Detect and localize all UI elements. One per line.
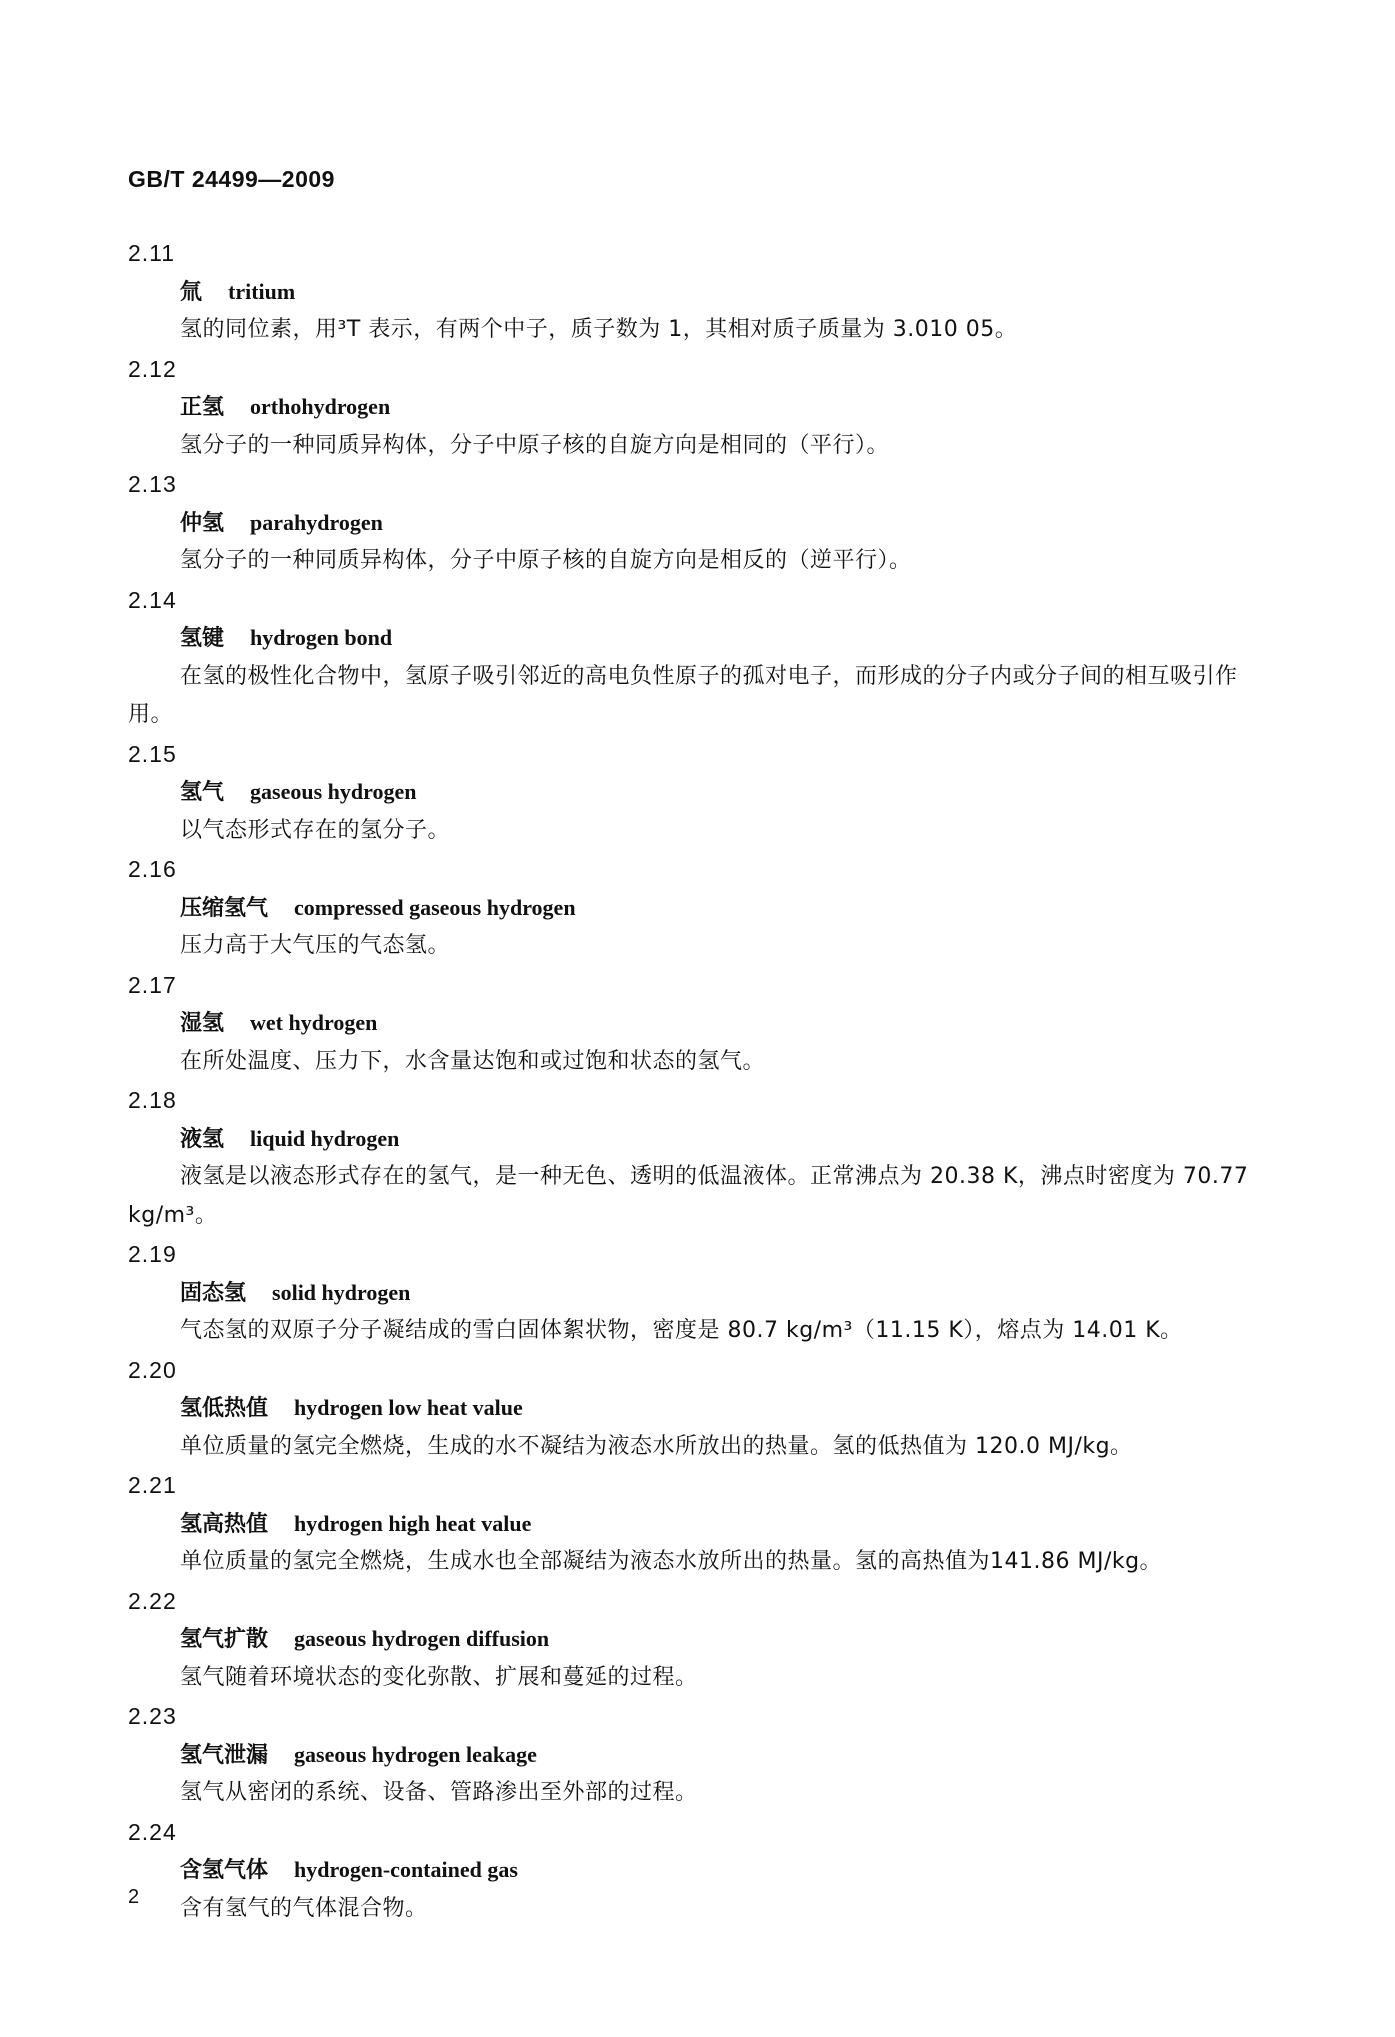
term-number: 2.23 (128, 1703, 177, 1729)
term-zh: 固态氢 (180, 1280, 247, 1306)
term-en: gaseous hydrogen leakage (294, 1741, 537, 1767)
term-entry (128, 350, 1268, 466)
term-zh: 正氢 (180, 395, 225, 420)
term-entry (128, 465, 1268, 581)
term-number: 2.24 (128, 1818, 177, 1845)
term-number: 2.22 (128, 1587, 177, 1614)
term-definition: 氢气随着环境状态的变化弥散、扩展和蔓延的过程。 (180, 1664, 698, 1690)
term-entry (128, 1582, 1268, 1698)
term-entry (128, 735, 1268, 851)
term-number: 2.13 (128, 471, 177, 497)
term-definition: 单位质量的氢完全燃烧，生成水也全部凝结为液态水放所出的热量。氢的高热值为141.86 MJ/kg。 (180, 1549, 1163, 1574)
term-title (128, 773, 1268, 812)
term-definition: 含有氢气的气体混合物。 (180, 1895, 428, 1921)
term-definition: 气态氢的双原子分子凝结成的雪白固体絮状物，密度是 80.7 kg/m³（11.15 K），熔点为 14.01 K。 (180, 1318, 1183, 1343)
term-entry (128, 234, 1268, 350)
term-number: 2.17 (128, 971, 177, 998)
term-title (128, 1736, 1268, 1775)
term-zh: 液氢 (180, 1126, 225, 1152)
term-number: 2.15 (128, 740, 177, 767)
term-title (128, 619, 1268, 658)
term-en: hydrogen bond (250, 625, 393, 650)
term-en: gaseous hydrogen diffusion (294, 1626, 550, 1651)
term-en: wet hydrogen (250, 1010, 378, 1035)
term-entry (128, 850, 1268, 966)
term-definition: 在氢的极性化合物中，氢原子吸引邻近的高电负性原子的孤对电子，而形成的分子内或分子间的相互吸引作用。 (128, 663, 1238, 727)
term-zh: 氢气 (180, 780, 225, 805)
term-definition: 液氢是以液态形式存在的氢气，是一种无色、透明的低温液体。正常沸点为 20.38 K，沸点时密度为 70.77 kg/m³。 (128, 1164, 1249, 1228)
term-title (128, 273, 1268, 312)
term-definition: 氢分子的一种同质异构体，分子中原子核的自旋方向是相同的（平行）。 (180, 432, 890, 458)
term-number: 2.19 (128, 1241, 177, 1267)
term-en: parahydrogen (250, 509, 383, 535)
term-zh: 仲氢 (180, 510, 225, 536)
term-zh: 氢气泄漏 (180, 1742, 269, 1768)
term-title (128, 889, 1268, 928)
term-entry (128, 1351, 1268, 1467)
term-definition: 氢分子的一种同质异构体，分子中原子核的自旋方向是相反的（逆平行）。 (180, 548, 912, 573)
term-number: 2.16 (128, 856, 177, 882)
term-definition: 在所处温度、压力下，水含量达饱和或过饱和状态的氢气。 (180, 1048, 766, 1074)
term-title (128, 504, 1268, 543)
term-entry (128, 581, 1268, 735)
term-zh: 氢气扩散 (180, 1627, 269, 1652)
term-title (128, 1004, 1268, 1043)
term-zh: 氢键 (180, 626, 225, 651)
standard-code: GB/T 24499—2009 (128, 166, 335, 192)
term-definition: 氢的同位素，用³T 表示，有两个中子，质子数为 1，其相对质子质量为 3.010 05。 (180, 317, 1018, 342)
term-number: 2.14 (128, 586, 177, 613)
term-entry (128, 1081, 1268, 1235)
term-zh: 氢高热值 (180, 1511, 269, 1537)
term-entry (128, 1697, 1268, 1813)
term-number: 2.21 (128, 1472, 177, 1498)
term-en: solid hydrogen (272, 1279, 411, 1305)
term-title (128, 1120, 1268, 1159)
page-number: 2 (128, 1886, 140, 1908)
term-definition: 以气态形式存在的氢分子。 (180, 817, 451, 843)
term-title (128, 1851, 1268, 1890)
term-zh: 湿氢 (180, 1011, 225, 1036)
term-en: orthohydrogen (250, 394, 391, 419)
term-definition: 氢气从密闭的系统、设备、管路渗出至外部的过程。 (180, 1780, 698, 1805)
term-en: liquid hydrogen (250, 1125, 400, 1151)
term-definition: 压力高于大气压的气态氢。 (180, 933, 451, 958)
term-en: hydrogen low heat value (294, 1395, 523, 1420)
term-title (128, 1274, 1268, 1313)
term-en: hydrogen high heat value (294, 1510, 532, 1536)
term-entry (128, 1466, 1268, 1582)
term-zh: 压缩氢气 (180, 895, 269, 921)
term-title (128, 1389, 1268, 1428)
term-title (128, 1505, 1268, 1544)
term-en: hydrogen-contained gas (294, 1857, 518, 1882)
term-entry (128, 1235, 1268, 1351)
term-list (128, 234, 1268, 1928)
term-en: tritium (228, 278, 296, 304)
term-definition: 单位质量的氢完全燃烧，生成的水不凝结为液态水所放出的热量。氢的低热值为 120.0 MJ/kg。 (180, 1433, 1133, 1459)
term-entry (128, 1813, 1268, 1929)
term-entry (128, 966, 1268, 1082)
term-number: 2.20 (128, 1356, 177, 1383)
term-zh: 氢低热值 (180, 1396, 269, 1421)
term-number: 2.11 (128, 240, 176, 266)
term-en: gaseous hydrogen (250, 779, 417, 804)
term-en: compressed gaseous hydrogen (294, 894, 576, 920)
term-title (128, 1620, 1268, 1659)
term-zh: 氚 (180, 279, 203, 305)
term-zh: 含氢气体 (180, 1858, 269, 1883)
term-number: 2.18 (128, 1087, 177, 1113)
term-number: 2.12 (128, 355, 177, 382)
term-title (128, 388, 1268, 427)
